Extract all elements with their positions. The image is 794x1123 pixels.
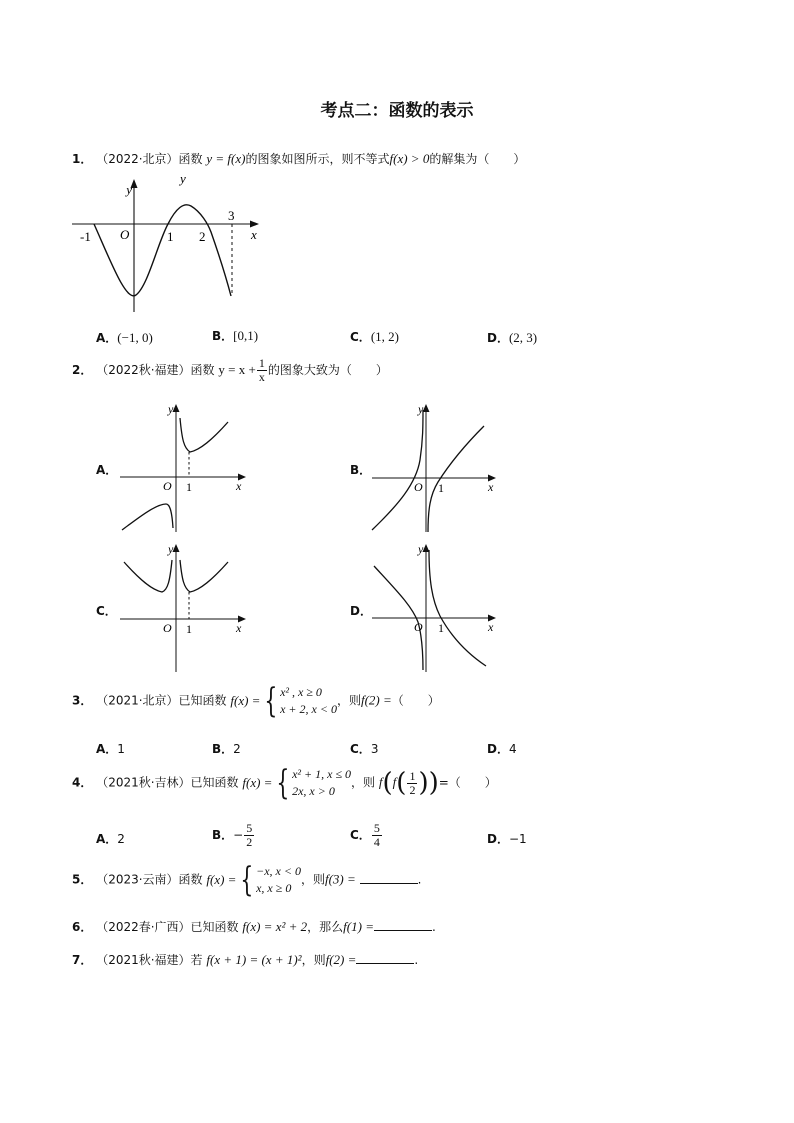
tick-label-1: 1 <box>438 621 444 635</box>
question-source: （2021·北京） <box>96 693 179 708</box>
function-expression: f(x) = <box>206 872 237 887</box>
stem-text: （ ） <box>391 693 440 708</box>
y-axis-label: y <box>418 542 424 556</box>
option-c[interactable] <box>350 740 378 757</box>
origin-label: O <box>414 620 423 634</box>
stem-text: ，则 <box>336 693 361 708</box>
fraction-denominator: 4 <box>373 835 380 849</box>
curve-right-branch <box>180 560 228 592</box>
page-title: 考点二：函数的表示 <box>320 101 474 121</box>
question-source: （2022春·广西） <box>96 920 191 934</box>
option-value: 3 <box>370 742 379 756</box>
case-2: 2x, x > 0 <box>292 784 335 798</box>
option-b[interactable] <box>212 822 255 849</box>
option-value: 2 <box>233 742 241 756</box>
option-letter: C． <box>350 330 371 344</box>
stem-text: 函数 <box>178 872 203 887</box>
piecewise-function <box>242 763 352 803</box>
paren-open: ( <box>382 768 393 798</box>
graph-option-b <box>368 400 502 534</box>
option-a[interactable] <box>96 740 125 757</box>
question-number: 1． <box>72 152 93 166</box>
question-6-stem <box>72 918 436 935</box>
cases <box>280 684 337 718</box>
brace: { <box>240 860 254 900</box>
question-5-stem <box>72 860 422 900</box>
option-letter: B． <box>212 828 234 842</box>
paren-close: ) <box>428 768 439 798</box>
piecewise-function <box>206 860 301 900</box>
ask-f-inner: f <box>392 774 397 790</box>
option-b[interactable] <box>212 740 241 757</box>
question-number: 7． <box>72 953 93 967</box>
curve-left-branch <box>124 560 172 592</box>
y-axis-label: y <box>168 542 174 556</box>
option-value: − <box>233 828 244 842</box>
ask-expression: f(2) = <box>325 952 357 967</box>
fraction-numerator: 1 <box>409 768 416 783</box>
y-axis-arrow <box>173 544 180 552</box>
stem-text: 函数 <box>190 363 215 377</box>
cases <box>292 766 351 800</box>
question-source: （2022秋·福建） <box>96 363 191 377</box>
period: . <box>417 872 422 887</box>
curve-right-branch <box>429 550 486 666</box>
x-axis-label: x <box>251 227 257 242</box>
question-source: （2023·云南） <box>96 872 179 887</box>
case-1: x² , x ≥ 0 <box>280 685 322 699</box>
curve-left-branch <box>122 504 173 530</box>
question-1-graph <box>66 172 266 317</box>
stem-text: ，则 <box>300 872 325 887</box>
tick-label-2: 2 <box>199 229 206 244</box>
option-value: 4 <box>508 742 517 756</box>
option-c[interactable] <box>350 822 383 849</box>
paren-close: ) <box>418 768 429 798</box>
fraction <box>257 357 267 384</box>
cases <box>256 863 301 897</box>
y-axis-arrow <box>173 404 180 412</box>
function-expression: f(x + 1) = (x + 1)² <box>206 952 302 967</box>
case-1: −x, x < 0 <box>256 864 301 878</box>
stem-text: 已知函数 <box>190 920 239 934</box>
option-d[interactable] <box>487 830 527 847</box>
inequality-expression: f(x) > 0 <box>389 151 430 166</box>
graph-option-d <box>368 540 502 674</box>
graph-option-a <box>116 400 252 534</box>
y-axis-label: y <box>418 402 424 416</box>
function-expression: f(x) = x² + 2 <box>242 919 308 934</box>
option-value: −1 <box>508 832 527 846</box>
function-expression: y = x + <box>218 362 256 377</box>
tick-label-3: 3 <box>228 208 235 223</box>
curve-right-branch <box>428 426 484 532</box>
option-letter: D． <box>487 832 509 846</box>
question-number: 3． <box>72 693 93 708</box>
answer-blank[interactable] <box>360 871 418 884</box>
option-d[interactable] <box>487 329 537 346</box>
option-letter: D． <box>350 604 372 618</box>
case-2: x, x ≥ 0 <box>256 881 292 895</box>
question-1-stem <box>72 150 525 167</box>
option-value: 2 <box>117 832 125 846</box>
fraction-numerator: 5 <box>373 821 380 835</box>
option-b[interactable] <box>212 327 258 344</box>
origin-label: O <box>120 227 130 242</box>
question-source: （2021秋·吉林） <box>96 775 191 790</box>
stem-text: 的图象如图所示，则不等式 <box>245 152 390 166</box>
y-axis-label: y <box>126 182 132 197</box>
stem-text: 已知函数 <box>190 775 239 790</box>
tick-label-1: 1 <box>186 480 192 494</box>
period: . <box>431 920 436 934</box>
ask-expression: f(1) = <box>343 919 374 934</box>
fraction <box>407 770 417 797</box>
x-axis-label: x <box>488 480 494 494</box>
option-letter: B． <box>212 742 234 756</box>
function-curve <box>94 205 231 296</box>
option-a[interactable] <box>96 329 153 346</box>
option-value: (2, 3) <box>508 330 538 345</box>
option-letter: D． <box>487 331 509 345</box>
case-2: x + 2, x < 0 <box>280 702 337 716</box>
answer-blank[interactable] <box>374 918 432 931</box>
origin-label: O <box>163 621 172 635</box>
stem-text: 的图象大致为（ ） <box>267 363 388 377</box>
origin-label: O <box>414 480 423 494</box>
question-2-stem <box>72 357 388 384</box>
option-letter: A． <box>96 331 118 345</box>
question-4-stem <box>72 763 497 803</box>
stem-text: 已知函数 <box>178 693 227 708</box>
tick-label-1: 1 <box>186 622 192 636</box>
x-axis-label: x <box>236 621 242 635</box>
origin-label: O <box>163 479 172 493</box>
option-letter: B． <box>350 463 372 477</box>
question-3-stem <box>72 681 440 721</box>
tick-label-neg1: -1 <box>80 229 91 244</box>
option-value: 1 <box>117 742 125 756</box>
paren-open: ( <box>396 768 407 798</box>
stem-text: 的解集为（ ） <box>429 152 526 166</box>
option-c[interactable] <box>96 602 117 619</box>
option-letter: A． <box>96 742 118 756</box>
ask-expression: f(3) = <box>324 871 356 887</box>
question-source: （2022·北京） <box>96 152 179 166</box>
answer-blank[interactable] <box>356 951 414 964</box>
function-expression: f(x) = <box>242 775 273 790</box>
option-letter: C． <box>350 828 371 842</box>
fraction-numerator: 1 <box>258 356 265 370</box>
stem-text: 函数 <box>178 152 203 166</box>
fraction-denominator: x <box>258 370 265 384</box>
question-number: 5． <box>72 872 93 887</box>
stem-text: ，那么 <box>307 920 344 934</box>
case-1: x² + 1, x ≤ 0 <box>292 767 352 781</box>
fraction <box>372 822 382 849</box>
stem-text: ，则 <box>301 953 326 967</box>
question-number: 2． <box>72 363 93 377</box>
fraction <box>244 822 254 849</box>
ask-expression: f(2) = <box>360 692 392 708</box>
option-value: [0,1) <box>233 328 259 343</box>
y-axis-label: y <box>180 172 186 186</box>
brace: { <box>276 763 290 803</box>
brace: { <box>264 681 278 721</box>
option-value: (−1, 0) <box>117 330 153 345</box>
fraction-denominator: 2 <box>409 782 416 797</box>
option-letter: A． <box>96 832 118 846</box>
question-number: 4． <box>72 775 93 790</box>
option-letter: B． <box>212 329 234 343</box>
option-d[interactable] <box>487 740 517 757</box>
x-axis-label: x <box>488 620 494 634</box>
option-a[interactable] <box>96 461 117 478</box>
question-7-stem <box>72 951 418 968</box>
x-axis-label: x <box>236 479 242 493</box>
fraction-numerator: 5 <box>246 821 253 835</box>
function-expression: f(x) = <box>230 693 261 708</box>
y-axis-label: y <box>168 402 174 416</box>
tick-label-1: 1 <box>167 229 174 244</box>
ask-f-outer: f <box>378 774 383 790</box>
fraction-denominator: 2 <box>246 835 253 849</box>
piecewise-function <box>230 681 337 721</box>
curve-left-branch <box>372 410 423 530</box>
stem-text: ，则 <box>351 775 376 790</box>
tick-label-1: 1 <box>438 481 444 495</box>
option-letter: C． <box>350 742 371 756</box>
stem-text: =（ ） <box>438 775 497 790</box>
option-letter: A． <box>96 463 118 477</box>
question-number: 6． <box>72 920 93 934</box>
option-letter: D． <box>487 742 509 756</box>
option-letter: C． <box>96 604 117 618</box>
period: . <box>414 953 419 967</box>
option-value: (1, 2) <box>370 329 399 344</box>
option-a[interactable] <box>96 830 125 847</box>
question-source: （2021秋·福建） <box>96 953 191 967</box>
graph-option-c <box>116 540 252 674</box>
stem-text: 若 <box>190 953 203 967</box>
function-expression: y = f(x) <box>206 151 246 166</box>
curve-right-branch <box>180 418 228 452</box>
option-c[interactable] <box>350 328 399 345</box>
